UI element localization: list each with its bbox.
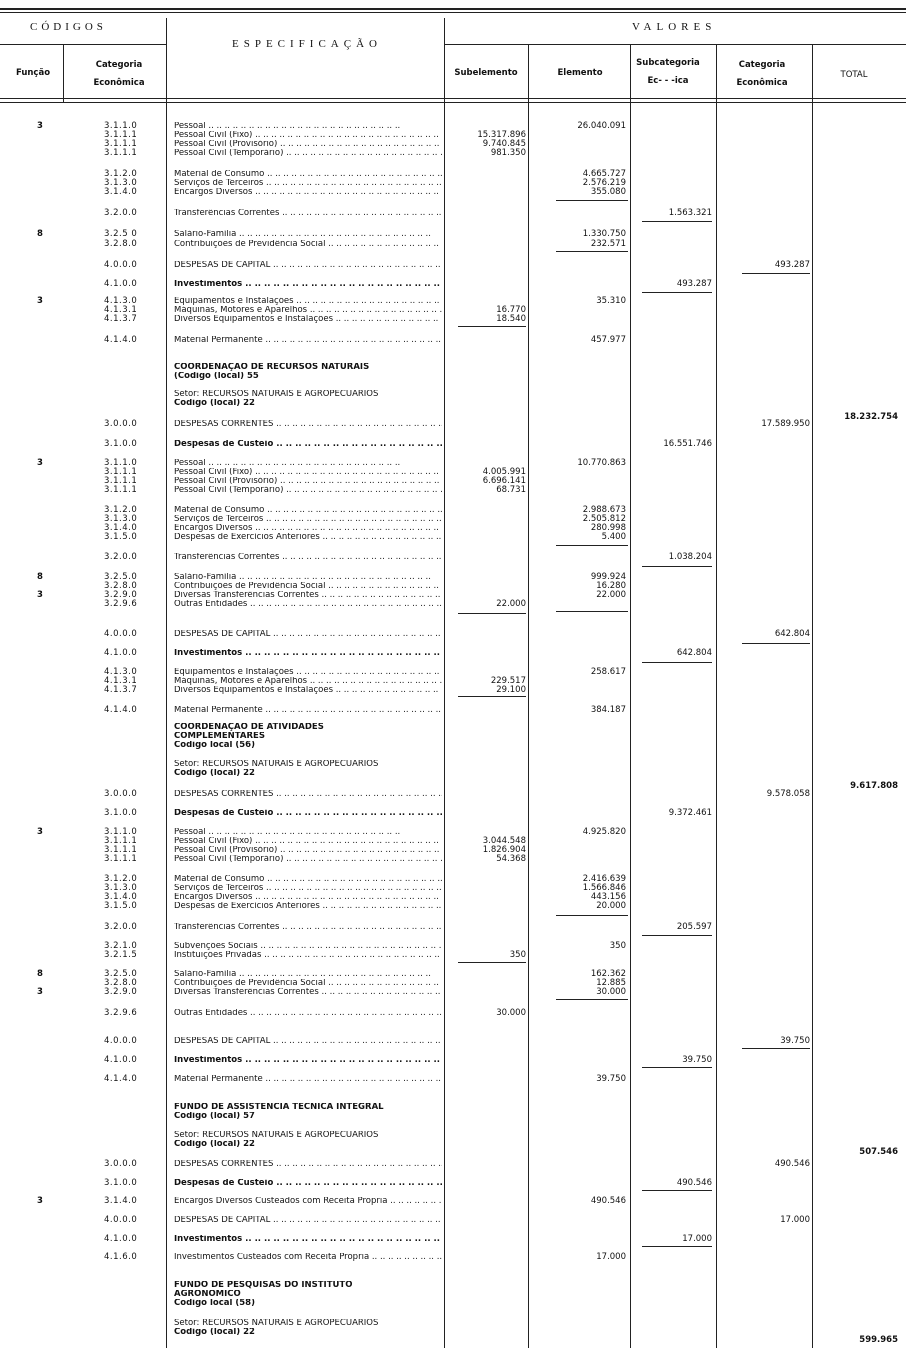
funcao-code: 8 [37, 969, 43, 979]
categoria-economica-code: 3.1.0.0 [104, 439, 138, 449]
especificacao-text: Encargos Diversos Custeados com Receita Propria .. .. [174, 1197, 442, 1206]
categoria-economica-code: 4.1.0.0 [104, 279, 138, 289]
especificacao-text: Codigo (local) 22 [174, 769, 255, 778]
subelemento-value: 68.731 [496, 485, 526, 495]
categoria-economica-code: 3.1.3.0 [104, 514, 138, 524]
elemento-value: 457.977 [590, 335, 626, 345]
categoria-economica-code: 3.1.3.0 [104, 883, 138, 893]
sum-rule [556, 999, 628, 1000]
sum-rule [458, 962, 526, 963]
categoria-economica-code: 3.1.1.0 [104, 458, 138, 468]
especificacao-text: Investimentos .. .. [174, 1235, 442, 1244]
elemento-value: 5.400 [601, 532, 626, 542]
categoria-economica-value: 9.578.058 [766, 789, 810, 799]
funcao-code: 3 [37, 827, 43, 837]
categoria-economica-code: 3.2.5 0 [104, 229, 138, 239]
especificacao-text: Outras Entidades .. .. [174, 1009, 442, 1018]
categoria-economica-code: 3.2.1.5 [104, 950, 138, 960]
subcategoria-value: 1.563.321 [668, 208, 712, 218]
categoria-economica-code: 3.1.4.0 [104, 187, 138, 197]
especificacao-text: Pessoal .. .. [174, 122, 442, 131]
sum-rule [642, 292, 712, 293]
categoria-economica-code: 3.2.5.0 [104, 572, 138, 582]
especificacao-text: Setor: RECURSOS NATURAIS E AGROPECUARIOS [174, 390, 379, 399]
sum-rule [642, 662, 712, 663]
especificacao-text: Pessoal Civil (Provisório) .. .. [174, 140, 442, 149]
especificacao-text: Encargos Diversos .. .. [174, 893, 442, 902]
header-valores: VALORES [632, 21, 717, 33]
elemento-value: 4.925.820 [582, 827, 626, 837]
especificacao-text: Diversos Equipamentos e Instalações .. .. [174, 315, 442, 324]
subcategoria-value: 17.000 [682, 1234, 712, 1244]
header-categoria: Categoria [95, 60, 143, 70]
elemento-value: 490.546 [590, 1196, 626, 1206]
total-value: 9.617.808 [850, 781, 898, 791]
categoria-economica-code: 3.1.3.0 [104, 178, 138, 188]
elemento-value: 1.330.750 [582, 229, 626, 239]
especificacao-text: Máquinas, Motores e Aparelhos .. .. [174, 306, 442, 315]
elemento-value: 22.000 [596, 590, 626, 600]
categoria-economica-code: 3.0.0.0 [104, 789, 138, 799]
especificacao-text: Contribuições de Previdência Social .. .. [174, 582, 442, 591]
col-rule-elemento [630, 44, 631, 1348]
especificacao-text: Setor: RECURSOS NATURAIS E AGROPECUARIOS [174, 1131, 379, 1140]
categoria-economica-code: 3.2.9.6 [104, 1008, 138, 1018]
elemento-value: 30.000 [596, 987, 626, 997]
sum-rule [742, 643, 810, 644]
categoria-economica-code: 3.0.0.0 [104, 1159, 138, 1169]
elemento-value: 2.988.673 [582, 505, 626, 515]
elemento-value: 355.080 [590, 187, 626, 197]
especificacao-text: Pessoal .. .. [174, 459, 442, 468]
categoria-economica-code: 3.1.2.0 [104, 505, 138, 515]
categoria-economica-code: 4.0.0.0 [104, 629, 138, 639]
sum-rule [742, 1048, 810, 1049]
categoria-economica-code: 3.1.4.0 [104, 892, 138, 902]
header-bottom-rule-2 [0, 102, 906, 103]
sum-rule [556, 545, 628, 546]
especificacao-text: Investimentos .. .. [174, 1056, 442, 1065]
categoria-economica-code: 4.0.0.0 [104, 1215, 138, 1225]
header-codigos-rule [0, 44, 166, 45]
especificacao-text: Material Permanente .. .. [174, 1075, 442, 1084]
categoria-economica-value: 17.589.950 [761, 419, 810, 429]
especificacao-text: Pessoal Civil (Provisório) .. .. [174, 477, 442, 486]
categoria-economica-code: 3.1.4.0 [104, 1196, 138, 1206]
categoria-economica-code: 3.1.1.1 [104, 148, 138, 158]
subcategoria-value: 642.804 [676, 648, 712, 658]
header-elemento: Elemento [557, 68, 603, 78]
elemento-value: 20.000 [596, 901, 626, 911]
categoria-economica-value: 17.000 [780, 1215, 810, 1225]
funcao-code: 3 [37, 458, 43, 468]
especificacao-text: Encargos Diversos .. .. [174, 188, 442, 197]
categoria-economica-value: 493.287 [774, 260, 810, 270]
categoria-economica-code: 3.2.9.6 [104, 599, 138, 609]
categoria-economica-code: 3.2.9.0 [104, 987, 138, 997]
especificacao-text: Equipamentos e Instalações .. .. [174, 668, 442, 677]
especificacao-text: Pessoal Civil (Temporário) .. .. [174, 486, 442, 495]
especificacao-text: DESPESAS DE CAPITAL .. .. [174, 1037, 442, 1046]
especificacao-text: Material de Consumo .. .. [174, 875, 442, 884]
especificacao-text: Despesas de Exercícios Anteriores .. .. [174, 533, 442, 542]
especificacao-text: Salário-Família .. .. [174, 230, 442, 239]
header-funcao: Função [15, 68, 51, 78]
especificacao-text: Pessoal Civil (Fixo) .. .. [174, 131, 442, 140]
especificacao-text: DESPESAS CORRENTES .. .. [174, 790, 442, 799]
subcategoria-value: 493.287 [676, 279, 712, 289]
especificacao-text: DESPESAS CORRENTES .. .. [174, 1160, 442, 1169]
funcao-code: 3 [37, 590, 43, 600]
especificacao-text: Despesas de Custeio .. .. [174, 809, 442, 818]
especificacao-text: COORDENAÇÃO DE RECURSOS NATURAIS [174, 363, 370, 372]
elemento-value: 280.998 [590, 523, 626, 533]
elemento-value: 26.040.091 [577, 121, 626, 131]
categoria-economica-code: 4.1.3.7 [104, 685, 138, 695]
categoria-economica-code: 3.1.0.0 [104, 1178, 138, 1188]
elemento-value: 12.885 [596, 978, 626, 988]
elemento-value: 10.770.863 [577, 458, 626, 468]
categoria-economica-code: 3.1.0.0 [104, 808, 138, 818]
categoria-economica-code: 3.1.1.1 [104, 467, 138, 477]
subelemento-value: 16.770 [496, 305, 526, 315]
sum-rule [642, 566, 712, 567]
especificacao-text: Material de Consumo .. .. [174, 170, 442, 179]
especificacao-text: Pessoal Civil (Provisório) .. .. [174, 846, 442, 855]
categoria-economica-code: 4.1.3.1 [104, 305, 138, 315]
categoria-economica-code: 3.1.1.1 [104, 854, 138, 864]
header-categoria-economica-2: Econômica [736, 78, 788, 88]
categoria-economica-code: 3.1.1.1 [104, 130, 138, 140]
elemento-value: 1.566.846 [582, 883, 626, 893]
categoria-economica-code: 4.1.0.0 [104, 1055, 138, 1065]
sum-rule [556, 915, 628, 916]
especificacao-text: Codigo local (58) [174, 1299, 255, 1308]
subcategoria-value: 1.038.204 [668, 552, 712, 562]
especificacao-text: DESPESAS DE CAPITAL .. .. [174, 261, 442, 270]
elemento-value: 2.505.812 [582, 514, 626, 524]
sum-rule [458, 613, 526, 614]
header-bottom-rule [0, 98, 906, 99]
categoria-economica-code: 3.1.1.1 [104, 485, 138, 495]
elemento-value: 16.280 [596, 581, 626, 591]
categoria-economica-code: 4.1.3.1 [104, 676, 138, 686]
subelemento-value: 4.005.991 [482, 467, 526, 477]
especificacao-text: Salário-Família .. .. [174, 970, 442, 979]
especificacao-text: Despesas de Exercícios Anteriores .. .. [174, 902, 442, 911]
categoria-economica-code: 4.1.4.0 [104, 1074, 138, 1084]
categoria-economica-code: 3.2.8.0 [104, 239, 138, 249]
elemento-value: 2.416.639 [582, 874, 626, 884]
especificacao-text: Diversas Transferências Correntes .. .. [174, 591, 442, 600]
header-subcategoria: Subcategoria [636, 58, 700, 68]
sum-rule [642, 1067, 712, 1068]
elemento-value: 39.750 [596, 1074, 626, 1084]
funcao-code: 3 [37, 1196, 43, 1206]
categoria-economica-code: 4.1.4.0 [104, 705, 138, 715]
categoria-economica-code: 4.1.4.0 [104, 335, 138, 345]
especificacao-text: Investimentos .. .. [174, 280, 442, 289]
sum-rule [458, 696, 526, 697]
header-total: TOTAL [840, 70, 868, 80]
total-value: 507.546 [859, 1147, 898, 1157]
elemento-value: 232.571 [590, 239, 626, 249]
especificacao-text: Serviços de Terceiros .. .. [174, 884, 442, 893]
elemento-value: 999.924 [590, 572, 626, 582]
especificacao-text: Transferências Correntes .. .. [174, 553, 442, 562]
sum-rule [642, 935, 712, 936]
header-subelemento: Subelemento [454, 68, 518, 78]
especificacao-text: AGRONÔMICO [174, 1290, 241, 1299]
especificacao-text: Contribuições de Previdência Social .. .. [174, 979, 442, 988]
especificacao-text: Despesas de Custeio .. .. [174, 1179, 442, 1188]
subcategoria-value: 39.750 [682, 1055, 712, 1065]
header-subcategoria-2: Ec- - -ica [647, 76, 689, 86]
elemento-value: 4.665.727 [582, 169, 626, 179]
categoria-economica-code: 3.1.1.0 [104, 121, 138, 131]
especificacao-text: DESPESAS DE CAPITAL .. .. [174, 1216, 442, 1225]
elemento-value: 384.187 [590, 705, 626, 715]
categoria-economica-code: 3.1.2.0 [104, 874, 138, 884]
especificacao-text: Diversos Equipamentos e Instalações .. .. [174, 686, 442, 695]
especificacao-text: COMPLEMENTARES [174, 732, 265, 741]
categoria-economica-code: 3.1.1.1 [104, 139, 138, 149]
categoria-economica-code: 3.1.2.0 [104, 169, 138, 179]
funcao-code: 8 [37, 229, 43, 239]
especificacao-text: Codigo (local) 57 [174, 1112, 255, 1121]
especificacao-text: Codigo (local) 22 [174, 1328, 255, 1337]
especificacao-text: Equipamentos e Instalações .. .. [174, 297, 442, 306]
categoria-economica-value: 39.750 [780, 1036, 810, 1046]
categoria-economica-code: 3.2.8.0 [104, 978, 138, 988]
col-rule-subcategoria [716, 44, 717, 1348]
especificacao-text: Outras Entidades .. .. [174, 600, 442, 609]
subelemento-value: 9.740.845 [482, 139, 526, 149]
header-codigos: CÓDIGOS [30, 21, 107, 33]
subelemento-value: 350 [509, 950, 526, 960]
especificacao-text: Setor: RECURSOS NATURAIS E AGROPECUARIOS [174, 1319, 379, 1328]
subelemento-value: 22.000 [496, 599, 526, 609]
especificacao-text: Diversas Transferências Correntes .. .. [174, 988, 442, 997]
especificacao-text: DESPESAS DE CAPITAL .. .. [174, 630, 442, 639]
especificacao-text: Codigo local (56) [174, 741, 255, 750]
especificacao-text: (Codigo (local) 55 [174, 372, 259, 381]
especificacao-text: Pessoal Civil (Temporário) .. .. [174, 149, 442, 158]
categoria-economica-value: 642.804 [774, 629, 810, 639]
top-rule-thin [0, 12, 906, 13]
elemento-value: 162.362 [590, 969, 626, 979]
funcao-code: 3 [37, 296, 43, 306]
especificacao-text: Setor: RECURSOS NATURAIS E AGROPECUARIOS [174, 760, 379, 769]
header-valores-rule [444, 44, 906, 45]
categoria-economica-code: 3.2.1.0 [104, 941, 138, 951]
especificacao-text: Transferências Correntes .. .. [174, 923, 442, 932]
especificacao-text: Serviços de Terceiros .. .. [174, 515, 442, 524]
subelemento-value: 15.317.896 [477, 130, 526, 140]
categoria-economica-code: 4.0.0.0 [104, 260, 138, 270]
elemento-value: 17.000 [596, 1252, 626, 1262]
subelemento-value: 3.044.548 [482, 836, 526, 846]
especificacao-text: Investimentos Custeados com Receita Propria .. .. [174, 1253, 442, 1262]
especificacao-text: Serviços de Terceiros .. .. [174, 179, 442, 188]
categoria-economica-code: 4.1.0.0 [104, 648, 138, 658]
col-rule-codigos [166, 18, 167, 1348]
elemento-value: 35.310 [596, 296, 626, 306]
elemento-value: 350 [609, 941, 626, 951]
subcategoria-value: 205.597 [676, 922, 712, 932]
categoria-economica-code: 3.2.9.0 [104, 590, 138, 600]
categoria-economica-code: 4.1.3.0 [104, 667, 138, 677]
categoria-economica-code: 4.1.6.0 [104, 1252, 138, 1262]
sum-rule [556, 200, 628, 201]
especificacao-text: Material de Consumo .. .. [174, 506, 442, 515]
sum-rule [556, 611, 628, 612]
categoria-economica-code: 3.1.1.0 [104, 827, 138, 837]
especificacao-text: Transferências Correntes .. .. [174, 209, 442, 218]
sum-rule [642, 1190, 712, 1191]
especificacao-text: DESPESAS CORRENTES .. .. [174, 420, 442, 429]
categoria-economica-value: 490.546 [774, 1159, 810, 1169]
categoria-economica-code: 3.1.5.0 [104, 901, 138, 911]
subelemento-value: 18.540 [496, 314, 526, 324]
especificacao-text: Codigo (local) 22 [174, 1140, 255, 1149]
especificacao-text: Material Permanente .. .. [174, 336, 442, 345]
categoria-economica-code: 3.2.5.0 [104, 969, 138, 979]
subelemento-value: 29.100 [496, 685, 526, 695]
categoria-economica-code: 3.0.0.0 [104, 419, 138, 429]
categoria-economica-code: 3.2.0.0 [104, 552, 138, 562]
especificacao-text: FUNDO DE PESQUISAS DO INSTITUTO [174, 1281, 353, 1290]
col-rule-especificacao [444, 18, 445, 1348]
especificacao-text: Salário-Família .. .. [174, 573, 442, 582]
total-value: 18.232.754 [844, 412, 898, 422]
col-rule-subelemento [528, 44, 529, 1348]
categoria-economica-code: 3.2.0.0 [104, 208, 138, 218]
especificacao-text: Pessoal .. .. [174, 828, 442, 837]
categoria-economica-code: 4.0.0.0 [104, 1036, 138, 1046]
categoria-economica-code: 3.2.0.0 [104, 922, 138, 932]
categoria-economica-code: 3.1.1.1 [104, 836, 138, 846]
elemento-value: 2.576.219 [582, 178, 626, 188]
subcategoria-value: 16.551.746 [663, 439, 712, 449]
especificacao-text: FUNDO DE ASSISTENCIA TECNICA INTEGRAL [174, 1103, 384, 1112]
sum-rule [642, 1246, 712, 1247]
categoria-economica-code: 4.1.0.0 [104, 1234, 138, 1244]
subelemento-value: 30.000 [496, 1008, 526, 1018]
sum-rule [556, 251, 628, 252]
especificacao-text: Material Permanente .. .. [174, 706, 442, 715]
sum-rule [742, 273, 810, 274]
categoria-economica-code: 4.1.3.7 [104, 314, 138, 324]
especificacao-text: Máquinas, Motores e Aparelhos .. .. [174, 677, 442, 686]
header-categoria-economica-1: Categoria [738, 60, 786, 70]
subelemento-value: 54.368 [496, 854, 526, 864]
funcao-code: 8 [37, 572, 43, 582]
header-economica: Econômica [93, 78, 145, 88]
categoria-economica-code: 3.1.1.1 [104, 476, 138, 486]
subelemento-value: 6.696.141 [482, 476, 526, 486]
categoria-economica-code: 3.1.5.0 [104, 532, 138, 542]
especificacao-text: Instituições Privadas .. .. [174, 951, 442, 960]
funcao-code: 3 [37, 987, 43, 997]
col-rule-funcao [63, 44, 64, 102]
top-rule [0, 8, 906, 10]
especificacao-text: Contribuições de Previdência Social .. .. [174, 240, 442, 249]
subelemento-value: 981.350 [490, 148, 526, 158]
especificacao-text: Codigo (local) 22 [174, 399, 255, 408]
sum-rule [642, 221, 712, 222]
elemento-value: 258.617 [590, 667, 626, 677]
especificacao-text: Encargos Diversos .. .. [174, 524, 442, 533]
especificacao-text: Despesas de Custeio .. .. [174, 440, 442, 449]
funcao-code: 3 [37, 121, 43, 131]
especificacao-text: Pessoal Civil (Fixo) .. .. [174, 837, 442, 846]
categoria-economica-code: 4.1.3.0 [104, 296, 138, 306]
categoria-economica-code: 3.2.8.0 [104, 581, 138, 591]
categoria-economica-code: 3.1.4.0 [104, 523, 138, 533]
elemento-value: 443.156 [590, 892, 626, 902]
especificacao-text: COORDENAÇÃO DE ATIVIDADES [174, 723, 324, 732]
subelemento-value: 1.826.904 [482, 845, 526, 855]
subcategoria-value: 9.372.461 [668, 808, 712, 818]
header-especificacao: ESPECIFICAÇÃO [232, 38, 382, 50]
especificacao-text: Investimentos .. .. [174, 649, 442, 658]
especificacao-text: Pessoal Civil (Temporário) .. .. [174, 855, 442, 864]
total-value: 599.965 [859, 1335, 898, 1345]
sum-rule [458, 326, 526, 327]
especificacao-text: Pessoal Civil (Fixo) .. .. [174, 468, 442, 477]
subelemento-value: 229.517 [490, 676, 526, 686]
subcategoria-value: 490.546 [676, 1178, 712, 1188]
especificacao-text: Subvenções Sociais .. .. [174, 942, 442, 951]
categoria-economica-code: 3.1.1.1 [104, 845, 138, 855]
